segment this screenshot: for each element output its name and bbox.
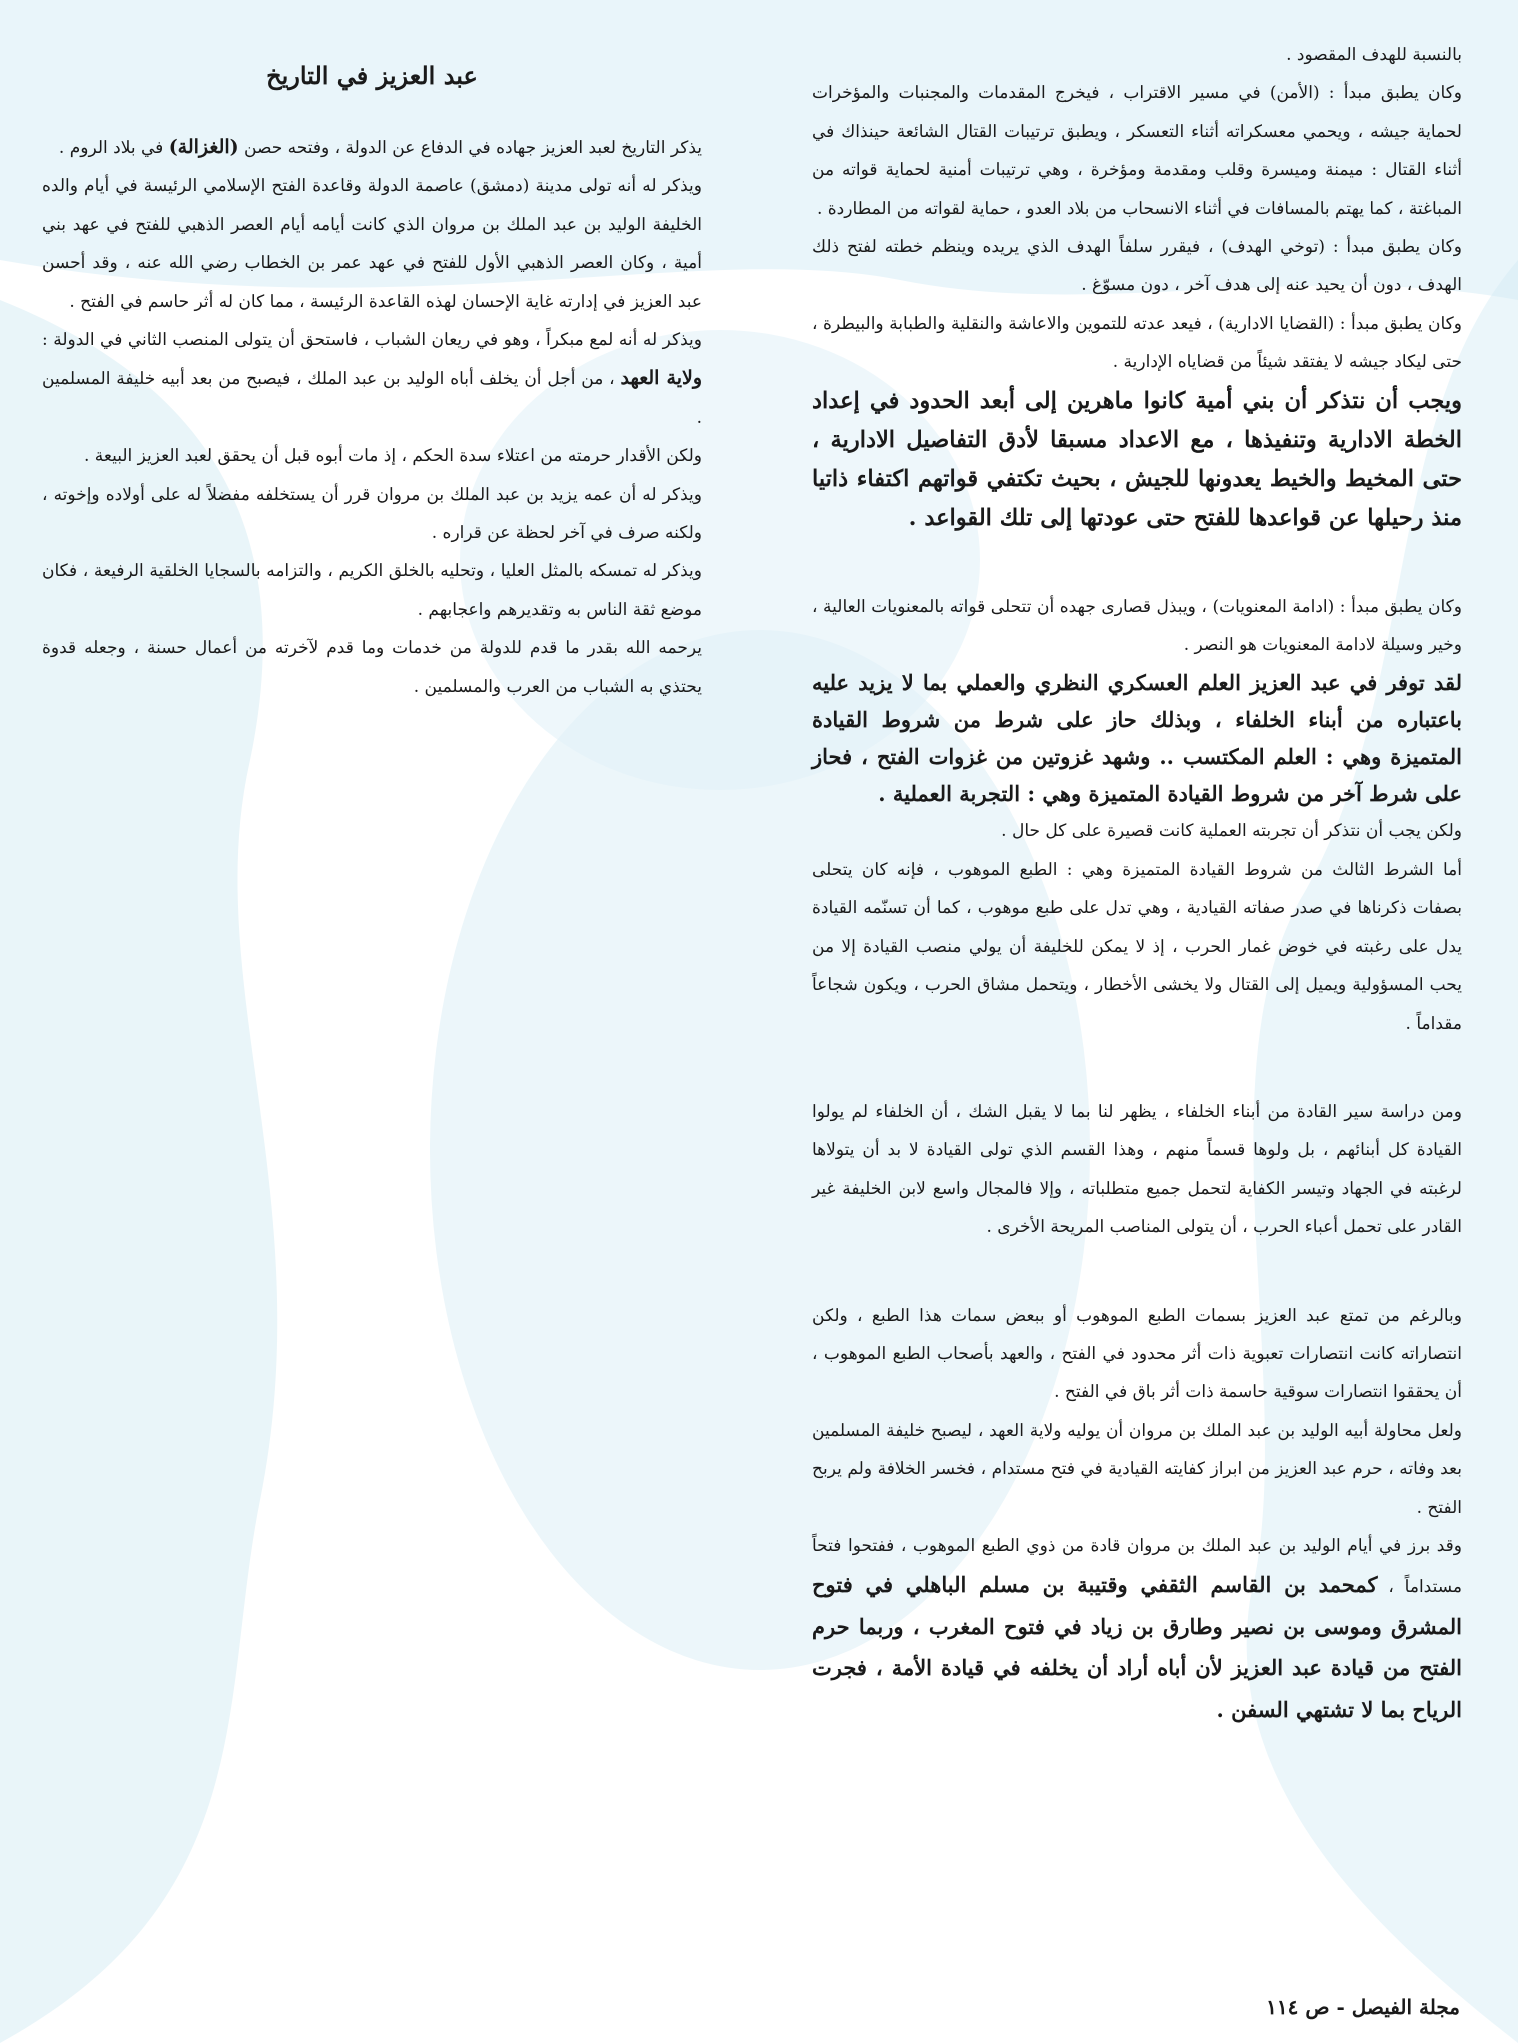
paragraph: ولعل محاولة أبيه الوليد بن عبد الملك بن مروان أن يوليه ولاية العهد ، ليصبح خليفة المسلمين بعد وفاته ، حرم عبد العزيز من ابراز كفايته القيادية في فتح مستدام ، فخسر الخلافة ولم يربح الفتح . — [812, 1420, 1462, 1518]
section-title: عبد العزيز في التاريخ — [266, 61, 478, 90]
bold-text: كمحمد بن القاسم الثقفي وقتيبة بن مسلم الباهلي في فتوح المشرق وموسى بن نصير وطارق بن زياد في فتوح المغرب ، وربما حرم الفتح من قيادة عبد العزيز لأن أباه أراد أن يخلفه في قيادة الأمة ، فجرت الرياح بما لا تشتهي السفن . — [812, 1572, 1462, 1722]
paragraph: بالنسبة للهدف المقصود . — [1286, 45, 1462, 65]
paragraph — [42, 321, 702, 437]
paragraph: وكان يطبق مبدأ : (ادامة المعنويات) ، ويبذل قصارى جهده أن تتحلى قواته بالمعنويات العالية ، وخير وسيلة لادامة المعنويات هو النصر . — [812, 596, 1462, 656]
paragraph-text: في بلاد الروم . — [58, 138, 164, 158]
paragraph: ولكن يجب أن نتذكر أن تجربته العملية كانت قصيرة على كل حال . — [1001, 821, 1462, 842]
paragraph: وبالرغم من تمتع عبد العزيز بسمات الطبع الموهوب أو ببعض سمات هذا الطبع ، ولكن انتصاراته كانت انتصارات تعبوية ذات أثر محدود في الفتح ، والعهد بأصحاب الطبع الموهوب ، أن يحققوا انتصارات سوقية حاسمة ذات أثر باق في الفتح . — [812, 1305, 1462, 1403]
paragraph-text: ، من أجل أن يخلف أباه الوليد بن عبد الملك ، فيصبح من بعد أبيه خليفة المسلمين . — [42, 369, 702, 428]
paragraph — [42, 128, 702, 167]
bold-text: ولاية العهد — [620, 367, 702, 390]
left-column — [42, 56, 702, 706]
right-column — [812, 36, 1462, 1731]
paragraph: ولكن الأقدار حرمته من اعتلاء سدة الحكم ، إذ مات أبوه قبل أن يحقق لعبد العزيز البيعة . — [83, 446, 702, 467]
paragraph-text: وقد برز في أيام الوليد بن عبد الملك بن مروان قادة من ذوي الطبع الموهوب ، ففتحوا فتحاً مستداماً ، — [812, 1535, 1462, 1598]
paragraph: ويذكر له تمسكه بالمثل العليا ، وتحليه بالخلق الكريم ، والتزامه بالسجايا الخلقية الرفيعة ، فكان موضع ثقة الناس به وتقديرهم واعجابهم . — [42, 561, 702, 620]
paragraph: وكان يطبق مبدأ : (الأمن) في مسير الاقتراب ، فيخرج المقدمات والمجنبات والمؤخرات لحماية جيشه ، ويحمي معسكراته أثناء التعسكر ، ويطبق ترتيبات القتال الشائعة حينذاك في أثناء القتال : ميمنة وميسرة وقلب ومقدمة ومؤخرة ، وهي ترتيبات أمنية لحماية قواته من المباغتة ، كما يهتم بالمسافات في أثناء الانسحاب من بلاد العدو ، حماية لقواته من المطاردة . — [812, 83, 1462, 219]
bold-paragraph: ويجب أن نتذكر أن بني أمية كانوا ماهرين إلى أبعد الحدود في إعداد الخطة الادارية وتنفيذها ، مع الاعداد مسبقا لأدق التفاصيل الادارية ، حتى المخيط والخيط يعدونها للجيش ، بحيث تكتفي قواتهم اكتفاء ذاتيا منذ رحيلها عن قواعدها للفتح حتى عودتها إلى تلك القواعد . — [812, 387, 1462, 531]
bold-paragraph: لقد توفر في عبد العزيز العلم العسكري النظري والعملي بما لا يزيد عليه باعتباره من أبناء الخلفاء ، وبذلك حاز على شرط من شروط القيادة المتميزة وهي : العلم المكتسب .. وشهد غزوتين من غزوات الفتح ، فحاز على شرط آخر من شروط القيادة المتميزة وهي : التجربة العملية . — [812, 670, 1462, 807]
paragraph: ومن دراسة سير القادة من أبناء الخلفاء ، يظهر لنا بما لا يقبل الشك ، أن الخلفاء لم يولوا القيادة كل أبنائهم ، بل ولوها قسماً منهم ، وهذا القسم الذي تولى القيادة لا بد أن يتولاها لرغبته في الجهاد وتيسر الكفاية لتحمل جميع متطلباته ، وإلا فالمجال واسع لابن الخليفة غير القادر على تحمل أعباء الحرب ، أن يتولى المناصب المريحة الأخرى . — [812, 1101, 1462, 1238]
bold-text: (الغزالة) — [168, 136, 239, 158]
paragraph-text: يذكر التاريخ لعبد العزيز جهاده في الدفاع عن الدولة ، وفتحه حصن — [244, 138, 702, 158]
paragraph: ويذكر له أن عمه يزيد بن عبد الملك بن مروان قرر أن يستخلفه مفضلاً له على أولاده وإخوته ، ولكنه صرف في آخر لحظة عن قراره . — [42, 484, 702, 544]
page-footer: مجلة الفيصل - ص ١١٤ — [1266, 1995, 1460, 2019]
paragraph: ويذكر له أنه تولى مدينة (دمشق) عاصمة الدولة وقاعدة الفتح الإسلامي الرئيسة في أيام والده الخليفة الوليد بن عبد الملك بن مروان الذي كانت أيامه أيام العصر الذهبي للفتح في عهد بني أمية ، وكان العصر الذهبي الأول للفتح في عهد عمر بن الخطاب رضي الله عنه ، وقد أحسن عبد العزيز في إدارته غاية الإحسان لهذه القاعدة الرئيسة ، مما كان له أثر حاسم في الفتح . — [42, 176, 702, 312]
paragraph-text: ويذكر له أنه لمع مبكراً ، وهو في ريعان الشباب ، فاستحق أن يتولى المنصب الثاني في الدولة : — [42, 330, 702, 351]
paragraph: يرحمه الله بقدر ما قدم للدولة من خدمات وما قدم لآخرته من أعمال حسنة ، وجعله قدوة يحتذي به الشباب من العرب والمسلمين . — [42, 638, 702, 697]
paragraph: وكان يطبق مبدأ : (توخي الهدف) ، فيقرر سلفاً الهدف الذي يريده وينظم خطته لفتح ذلك الهدف ، دون أن يحيد عنه إلى هدف آخر ، دون مسوّغ . — [812, 237, 1462, 296]
paragraph: وكان يطبق مبدأ : (القضايا الادارية) ، فيعد عدته للتموين والاعاشة والنقلية والطبابة والبيطرة ، حتى ليكاد جيشه لا يفتقد شيئاً من قضاياه الإدارية . — [812, 313, 1462, 373]
paragraph: أما الشرط الثالث من شروط القيادة المتميزة وهي : الطبع الموهوب ، فإنه كان يتحلى بصفات ذكرناها في صدر صفاته القيادية ، وهي تدل على طبع موهوب ، كما أن تسنّمه القيادة يدل على رغبته في خوض غمار الحرب ، إذ لا يمكن للخليفة أن يولي منصب القيادة إلا من يحب المسؤولية ويميل إلى القتال ولا يخشى الأخطار ، ويتحمل مشاق الحرب ، ويكون شجاعاً مقداماً . — [812, 859, 1462, 1034]
paragraph — [812, 1527, 1462, 1731]
